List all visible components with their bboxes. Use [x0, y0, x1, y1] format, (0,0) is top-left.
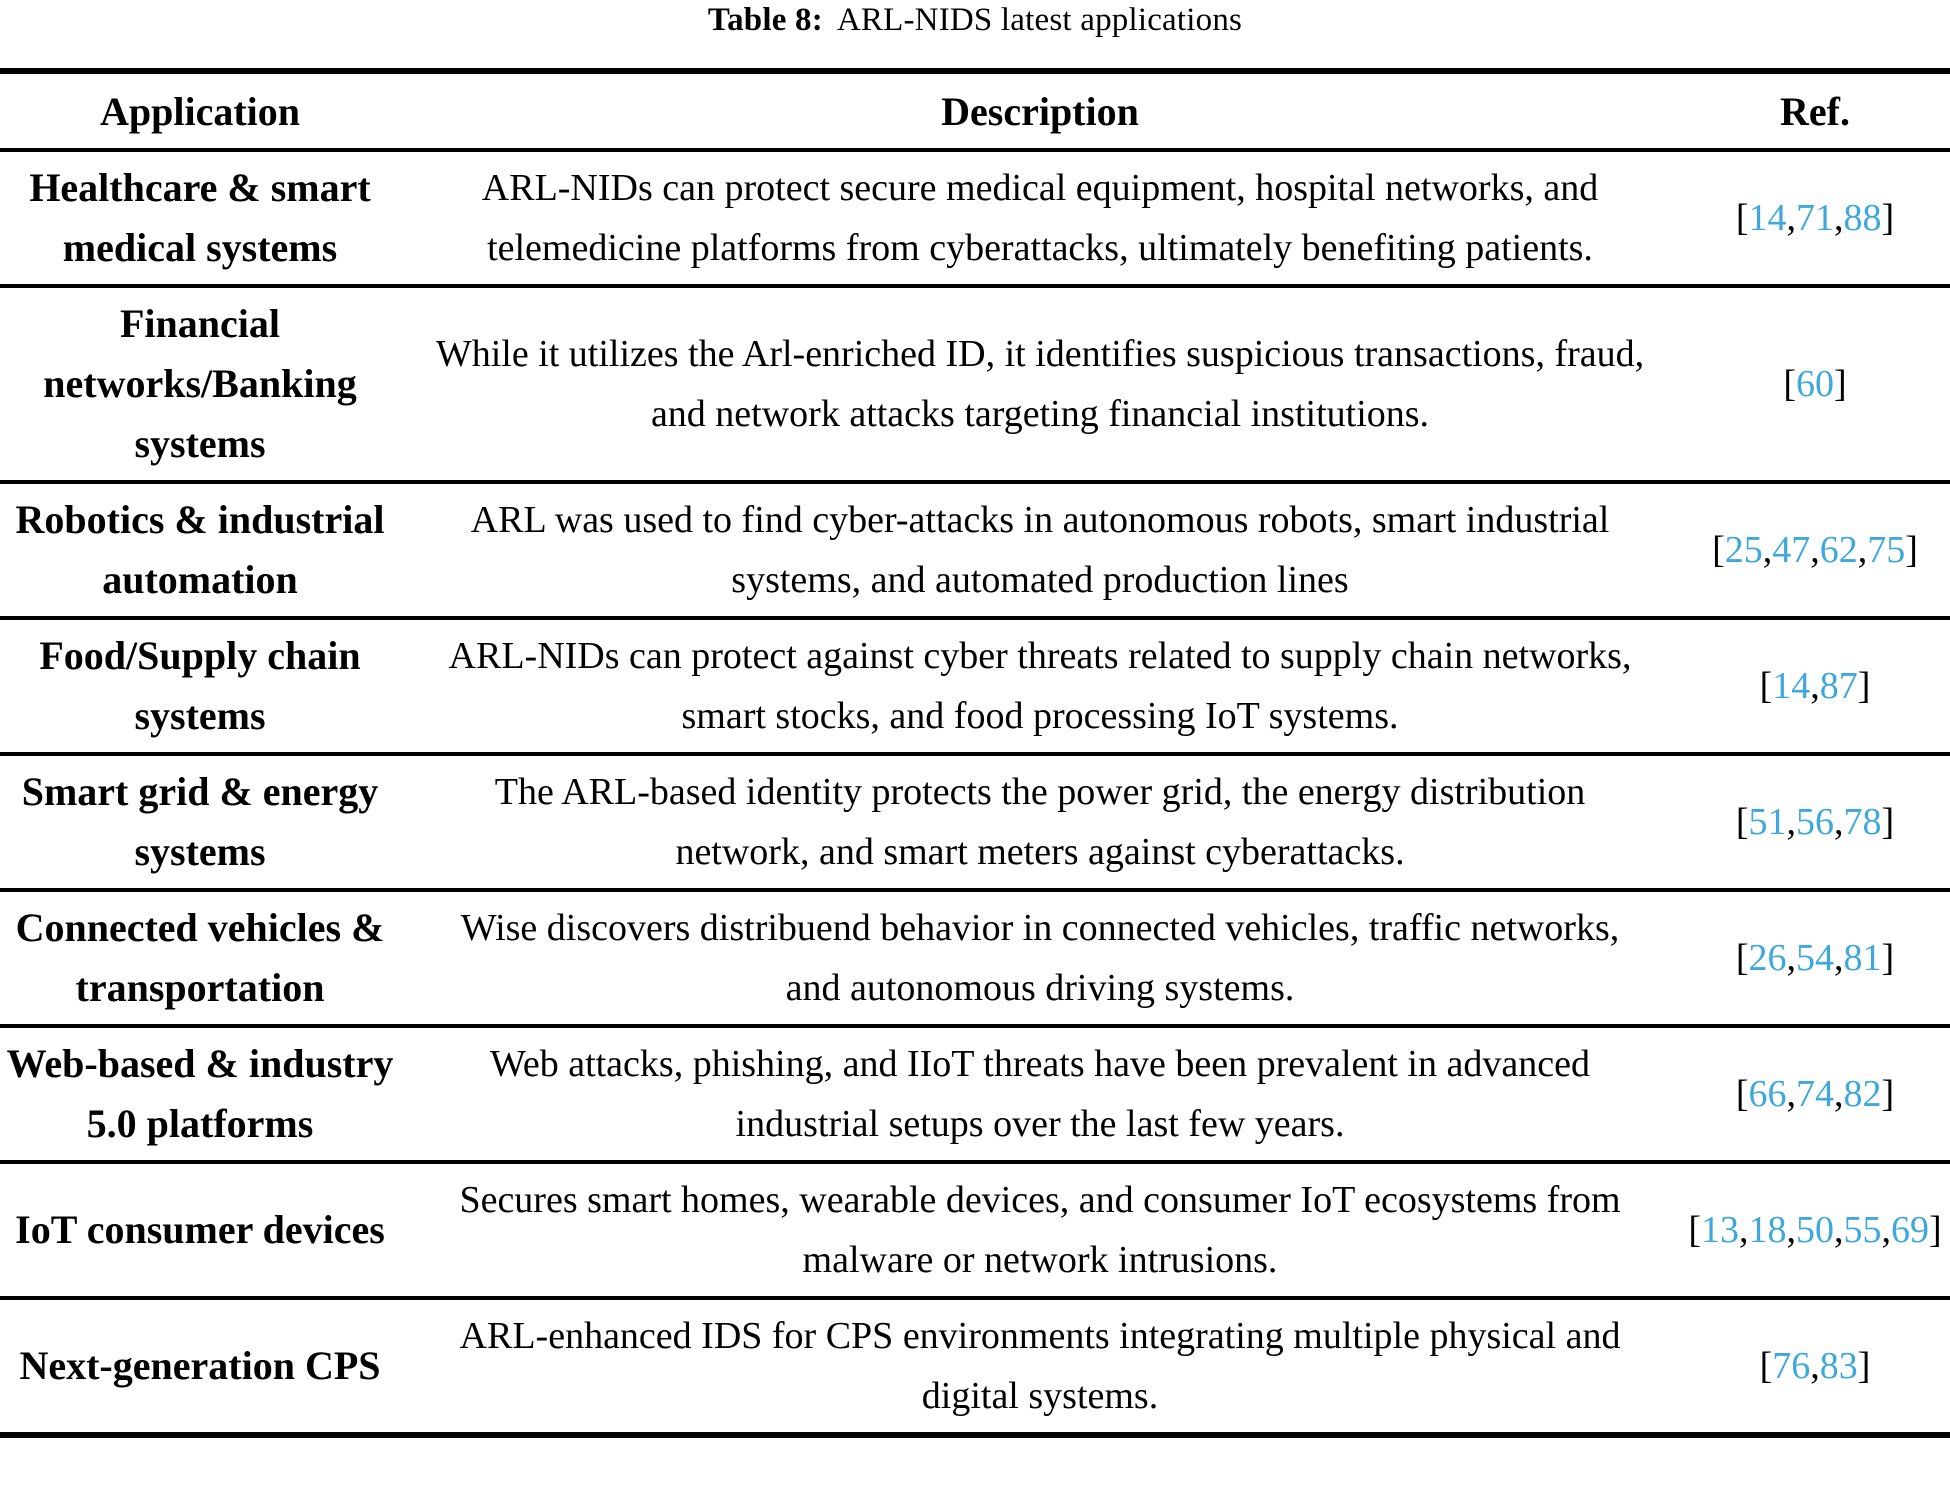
description-cell: ARL-NIDs can protect secure medical equipment, hospital networks, and telemedicine platforms from cyberattacks, ultimately benefiting patients. [481, 167, 1599, 269]
ref-cell [1680, 1298, 1950, 1435]
citation-close-bracket: ] [1881, 801, 1895, 843]
description-cell: ARL-enhanced IDS for CPS environments integrating multiple physical and digital systems. [459, 1315, 1621, 1417]
citation-separator: , [1810, 665, 1820, 707]
ref-cell [1680, 150, 1950, 286]
citation-link[interactable]: 62 [1819, 529, 1858, 571]
ref-cell [1680, 618, 1950, 754]
citation-open-bracket: [ [1735, 937, 1749, 979]
description-cell: ARL was used to find cyber-attacks in autonomous robots, smart industrial systems, and automated production lines [470, 499, 1610, 601]
citation-link[interactable]: 76 [1772, 1345, 1811, 1387]
citation-separator: , [1834, 197, 1844, 239]
table-row [0, 1026, 1950, 1162]
ref-cell [1680, 754, 1950, 890]
application-cell: Robotics & industrial automation [15, 497, 385, 602]
citation-close-bracket: ] [1857, 665, 1871, 707]
citation-separator: , [1786, 801, 1796, 843]
table-row [0, 150, 1950, 286]
citation-separator: , [1762, 529, 1773, 571]
table-header-row [0, 71, 1950, 150]
table-row [0, 286, 1950, 482]
citation-open-bracket: [ [1759, 665, 1773, 707]
citation-close-bracket: ] [1905, 529, 1918, 571]
citation-open-bracket: [ [1712, 529, 1725, 571]
citation-link[interactable]: 83 [1819, 1345, 1858, 1387]
table-row [0, 618, 1950, 754]
ref-cell [1680, 890, 1950, 1026]
citation-link[interactable]: 75 [1867, 529, 1906, 571]
citation-close-bracket: ] [1881, 937, 1895, 979]
column-header-description: Description [400, 71, 1680, 150]
citation-link[interactable]: 13 [1701, 1209, 1739, 1251]
description-cell: ARL-NIDs can protect against cyber threats related to supply chain networks, smart stocks, and food processing IoT systems. [448, 635, 1632, 737]
citation-link[interactable]: 47 [1772, 529, 1811, 571]
table-caption-text: ARL-NIDS latest applications [836, 2, 1243, 38]
description-cell: Web attacks, phishing, and IIoT threats have been prevalent in advanced industrial setups over the last few years. [490, 1043, 1590, 1145]
citation-link[interactable]: 74 [1796, 1073, 1834, 1115]
citation-link[interactable]: 55 [1843, 1209, 1882, 1251]
citation-separator: , [1810, 529, 1820, 571]
table-caption-label: Table 8: [707, 2, 823, 38]
description-cell: Secures smart homes, wearable devices, and consumer IoT ecosystems from malware or network intrusions. [459, 1179, 1621, 1281]
citation-link[interactable]: 26 [1748, 937, 1787, 979]
citation-separator: , [1834, 937, 1844, 979]
citation-separator: , [1810, 1345, 1820, 1387]
citation-link[interactable]: 25 [1724, 529, 1763, 571]
column-header-ref: Ref. [1680, 71, 1950, 150]
application-cell: Smart grid & energy systems [21, 769, 379, 874]
table-row [0, 1162, 1950, 1298]
citation-close-bracket: ] [1881, 1073, 1895, 1115]
citation-separator: , [1786, 937, 1796, 979]
citation-open-bracket: [ [1735, 801, 1749, 843]
citation-link[interactable]: 71 [1796, 197, 1834, 239]
applications-table [0, 68, 1950, 1438]
description-cell: While it utilizes the Arl-enriched ID, it identifies suspicious transactions, fraud, and network attacks targeting financial institutions. [435, 333, 1645, 435]
citation-link[interactable]: 81 [1843, 937, 1882, 979]
application-cell: Next-generation CPS [19, 1343, 381, 1388]
citation-link[interactable]: 87 [1819, 665, 1858, 707]
citation-separator: , [1834, 801, 1844, 843]
citation-close-bracket: ] [1881, 197, 1895, 239]
citation-close-bracket: ] [1834, 363, 1847, 405]
citation-link[interactable]: 88 [1843, 197, 1882, 239]
application-cell: Food/Supply chain systems [39, 633, 361, 738]
description-cell: Wise discovers distribuend behavior in connected vehicles, traffic networks, and autonomous driving systems. [460, 907, 1620, 1009]
application-cell: Financial networks/Banking systems [43, 301, 357, 466]
citation-link[interactable]: 50 [1796, 1209, 1834, 1251]
citation-separator: , [1834, 1209, 1844, 1251]
citation-link[interactable]: 54 [1796, 937, 1834, 979]
citation-open-bracket: [ [1735, 1073, 1749, 1115]
application-cell: Connected vehicles & transportation [15, 905, 385, 1010]
ref-cell [1680, 482, 1950, 618]
ref-cell [1680, 1026, 1950, 1162]
table-row [0, 890, 1950, 1026]
citation-separator: , [1857, 529, 1868, 571]
citation-close-bracket: ] [1929, 1209, 1942, 1251]
citation-separator: , [1739, 1209, 1749, 1251]
citation-separator: , [1834, 1073, 1844, 1115]
citation-link[interactable]: 14 [1748, 197, 1787, 239]
citation-link[interactable]: 51 [1748, 801, 1787, 843]
citation-separator: , [1786, 197, 1796, 239]
citation-open-bracket: [ [1759, 1345, 1773, 1387]
citation-link[interactable]: 60 [1796, 363, 1834, 405]
citation-open-bracket: [ [1783, 363, 1796, 405]
citation-open-bracket: [ [1735, 197, 1749, 239]
citation-link[interactable]: 66 [1748, 1073, 1787, 1115]
application-cell: Web-based & industry 5.0 platforms [6, 1041, 394, 1146]
application-cell: IoT consumer devices [15, 1207, 385, 1252]
citation-link[interactable]: 18 [1748, 1209, 1787, 1251]
table-row [0, 482, 1950, 618]
citation-separator: , [1786, 1209, 1796, 1251]
application-cell: Healthcare & smart medical systems [29, 165, 371, 270]
ref-cell [1680, 286, 1950, 482]
citation-open-bracket: [ [1688, 1209, 1701, 1251]
description-cell: The ARL-based identity protects the power grid, the energy distribution network, and smart meters against cyberattacks. [494, 771, 1586, 873]
citation-link[interactable]: 56 [1796, 801, 1834, 843]
column-header-application: Application [0, 71, 400, 150]
citation-separator: , [1786, 1073, 1796, 1115]
table-row [0, 754, 1950, 890]
table-row [0, 1298, 1950, 1435]
citation-separator: , [1881, 1209, 1891, 1251]
citation-link[interactable]: 69 [1891, 1209, 1929, 1251]
citation-close-bracket: ] [1857, 1345, 1871, 1387]
citation-link[interactable]: 78 [1843, 801, 1882, 843]
citation-link[interactable]: 82 [1843, 1073, 1882, 1115]
citation-link[interactable]: 14 [1772, 665, 1811, 707]
ref-cell [1680, 1162, 1950, 1298]
table-caption [0, 0, 1950, 38]
